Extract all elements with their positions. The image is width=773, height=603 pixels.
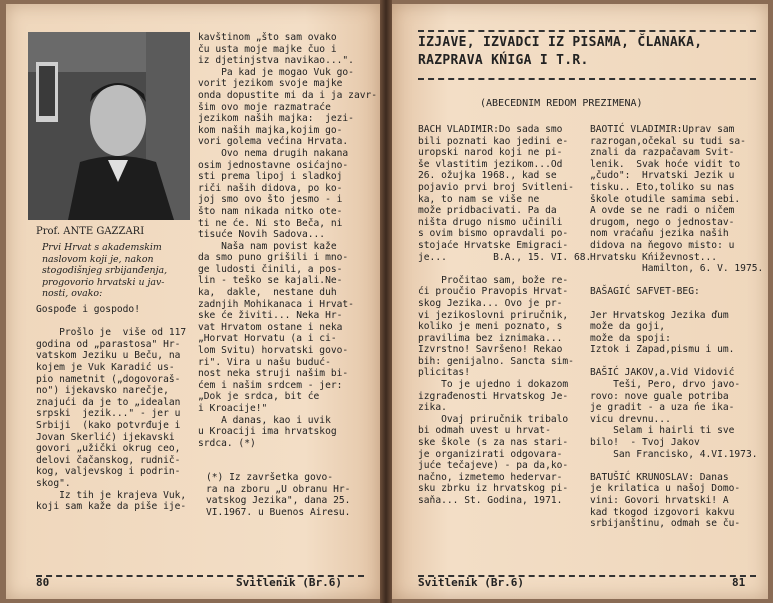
heading-rule: [418, 78, 756, 80]
page-number: 81: [732, 576, 746, 589]
left-column-text: BACH VLADIMIR:Do sada smo bili poznati kao jedini e- uropski narod koji ne pi- še vlastitim jezikom...Od 26. ožujka 1968., kad se pojavio prvi broj Svitleni- ka, to nam se više ne može pridbacivati. Pa da ništa drugo nismo učinili s ovim bismo opravdali po- stojaće Hrvatske Emigraci- je... B.A., 15. VI. 68. Pročitao sam, bože re- ći proučio Pravopis Hrvat- skog Jezika... Ovo je pr- vi jezikoslovni priručnik, koliko je meni poznato, s pravilima bez iznimaka... Izvrstno! Savršeno! Rekao bih: genijalno. Sancta sim- plicitas! To je ujedno i dokazom izgrađenosti Hrvatskog Je- zika. Ovaj priručnik tribalo bi odmah uvest u hrvat- ske škole (s za nas stari- je organizirati odgovara- juće tečajeve) - pa da,ko- načno, izmetemo hedervar- sku zbrku iz hrvatskog pi- saňa... St. Godina, 1971.: [418, 124, 592, 506]
right-page: [392, 4, 768, 599]
right-column-text: BAOTIĆ VLADIMIR:Uprav sam razrogan,očekal su tudi sa- znali da razpačavam Svit- lenik. Svak hoće vidit to „čudo": Hrvatski Jezik u tisku.. Eto,toliko su nas škole otudile samima sebi. A ovde se ne radi o ničem drugom, nego o jednostav- nom vraćaňu jezika naših didova na ňegovo misto: u Hrvatsku Kńiževnost... Hamilton, 6. V. 1975. BAŠAGIĆ SAFVET-BEG: Jer Hrvatskog Jezika ďum može da goji, može da spoji: Iztok i Zapad,pismu i um. BAŠIĆ JAKOV,a.Vid Vidović Teši, Pero, drvo javo- rovo: nove guale potriba je gradit - a uza ńe ika- vicu drevnu... Selam i hairli ti sve bilo! - Tvoj Jakov San Francisko, 4.VI.1973. BATUŠIĆ KRUNOSLAV: Danas je krilatica u našoj Domo- vini: Govori hrvatski! A kad tkogod izgovori kakvu srbijanštinu, odmah se ču-: [590, 124, 764, 530]
footer-title: Svitlenik (Br.6): [236, 576, 342, 589]
top-rule: [418, 30, 756, 32]
caption-name: Prof. ANTE GAZZARI: [36, 226, 145, 237]
left-page: [6, 4, 380, 599]
caption-intro: Prvi Hrvat s akademskim naslovom koji je, nakon stogodišnjeg srbijanđenja, progovorio hrvatski u jav- nosti, ovako:: [42, 242, 168, 300]
portrait-image: [28, 32, 190, 220]
footnote: (*) Iz završetka govo- ra na zboru „U obranu Hr- vatskog Jezika", dana 25. VI.1967. u Buenos Airesu.: [206, 472, 351, 518]
left-column-text: Gospođe i gospodo! Prošlo je više od 117 godina od „parastosa" Hr- vatskom Jeziku u Beču, na kojem je Vuk Karadić us- pio nametnit („dogovoraš- no") ijekavsko narečje, znajući da je to „idealan srpski jezik..." - jer u Srbiji (kako potvrđuje i Jovan Skerlić) ijekavski govori „užički okrug ceo, delovi čačanskog, rudnič- kog, valjevskog i podrin- skog". Iz tih je krajeva Vuk, koji sam kaže da piše ije-: [36, 304, 187, 513]
footer-title: Svitlenik (Br.6): [418, 576, 524, 589]
book-gutter: [380, 0, 392, 603]
subheading: (ABECEDNIM REDOM PREZIMENA): [480, 98, 643, 109]
page-heading: IZJAVE, IZVADCI IZ PISAMA, ČLANAKA, RAZPRAVA KŃIGA I T.R.: [418, 35, 703, 68]
right-column-text: kavštinom „što sam ovako ču usta moje majke čuo i iz djetinjstva navikao...". Pa kad je mogao Vuk go- vorit jezikom svoje majke onda dopustite mi da i ja zavr- šim ovo moje razmatraće jezikom naših majka: jezi- kom naših majka,kojim go- vori golema većina Hrvata. Ovo nema drugih nakana osim jednostavne osićajno- sti prema lipoj i sladkoj riči naših didova, po ko- joj smo ovo što jesmo - i što nam nikada nitko ote- ti ne će. Ni sto Beča, ni tisuće Novih Sadova... Naša nam povist kaže da smo puno grišili i mno- ge ludosti činili, a pos- lin - teško se kajali.Ne- ka, dakle, nestane duh zadnjih Mohikanaca i Hrvat- ske će živiti... Neka Hr- vat Hrvatom ostane i neka „Horvat Horvatu (a i ci- lom Svitu) horvatski govo- ri". Vira u našu buduć- nost neka struji našim bi- ćem i našim srdcem - jer: „Dok je srdca, bit će i Kroacije!" A danas, kao i uvik u Kroaciji ima hrvatskog srdca. (*): [198, 32, 378, 449]
page-number: 80: [36, 576, 50, 589]
portrait-photo: [28, 32, 190, 220]
